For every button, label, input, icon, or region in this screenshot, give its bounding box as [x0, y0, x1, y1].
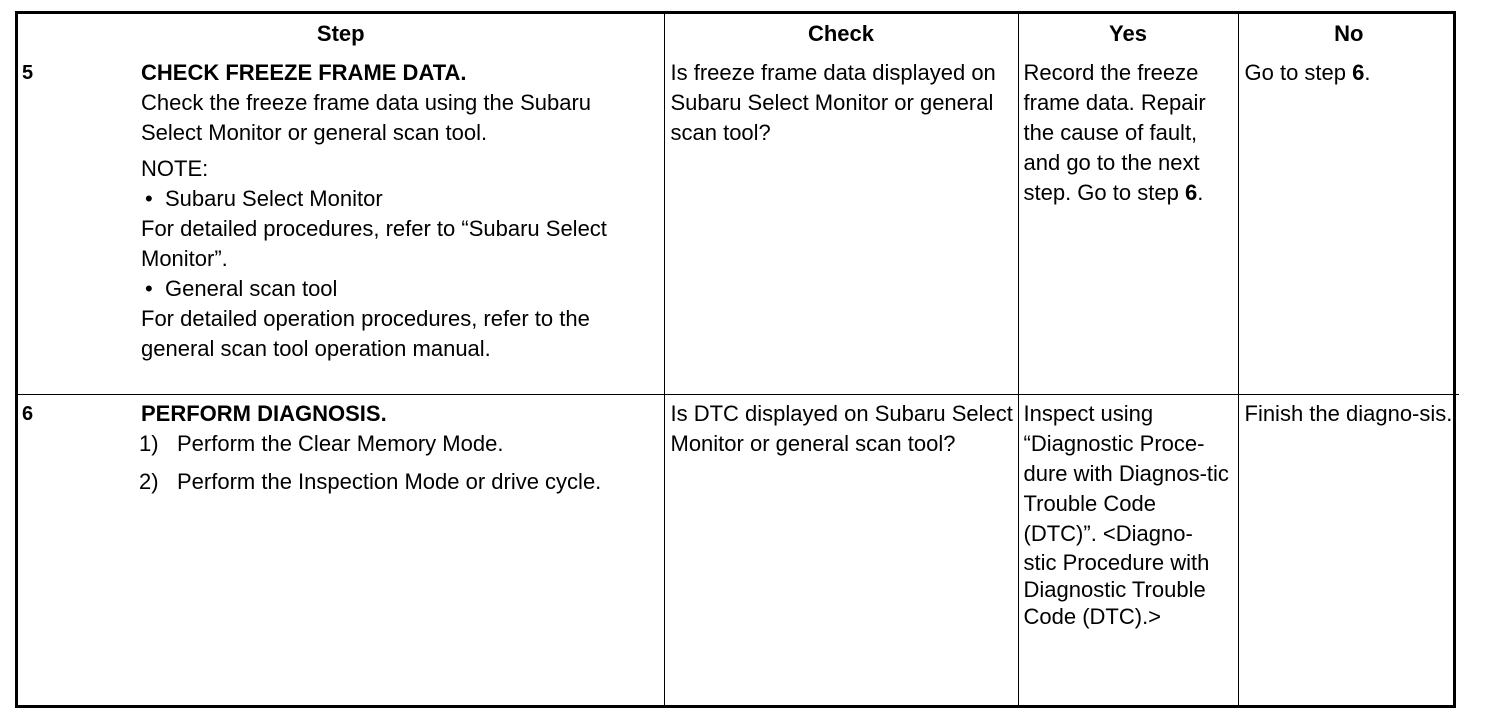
no-step-ref: 6 [1352, 60, 1365, 85]
yes-text-continued: stic Procedure with Diagnostic Trouble Code (DTC).> [1023, 550, 1210, 629]
yes-text [1019, 54, 1238, 208]
yes-step-ref: 6 [1184, 180, 1198, 205]
step-body [18, 54, 664, 364]
item-index: 2) [139, 469, 159, 494]
step-number: 6 [22, 403, 34, 425]
yes-text [1019, 395, 1238, 630]
yes-text-main: Inspect using “Diagnostic Proce-dure with Diagnos-tic Trouble Code (DTC)”. <Diagno- [1023, 401, 1229, 546]
step-body [18, 395, 664, 503]
header-step: Step [18, 14, 664, 54]
step-title: PERFORM DIAGNOSIS. [141, 401, 387, 426]
check-cell [664, 54, 1018, 395]
item-text: Perform the Clear Memory Mode. [177, 431, 504, 456]
check-text: Is freeze frame data displayed on Subaru Select Monitor or general scan tool? [670, 60, 996, 145]
bullet-dot-icon: • [145, 186, 153, 211]
no-text [1239, 54, 1460, 88]
no-text-end: . [1364, 60, 1371, 85]
diagnostic-table-frame [15, 11, 1456, 708]
bullet-text: Subaru Select Monitor [165, 186, 383, 211]
step-cell [18, 395, 664, 706]
no-text: Finish the diagno-sis. [1244, 401, 1453, 426]
header-no: No [1238, 14, 1459, 54]
check-text: Is DTC displayed on Subaru Select Monitor or general scan tool? [670, 401, 1013, 456]
step-number: 5 [22, 62, 34, 84]
yes-text-end: . [1197, 180, 1204, 205]
yes-text-main: Record the freeze frame data. Repair the cause of fault, and go to the next step. Go to step [1023, 60, 1206, 205]
bullet-text: General scan tool [165, 276, 338, 301]
numbered-item [139, 467, 660, 497]
cut-off-text-line [141, 497, 660, 503]
step-line: For detailed operation procedures, refer to the [141, 306, 590, 331]
no-text-main: Go to step [1244, 60, 1353, 85]
note-label: NOTE: [141, 156, 209, 181]
yes-cell [1018, 54, 1238, 395]
item-index: 1) [139, 431, 159, 456]
bullet-item [141, 184, 660, 214]
step-cell [18, 54, 664, 395]
no-cell [1238, 395, 1459, 706]
header-yes: Yes [1018, 14, 1238, 54]
step-line: Monitor”. [141, 246, 228, 271]
bullet-item [141, 274, 660, 304]
check-cell [664, 395, 1018, 706]
header-check: Check [664, 14, 1018, 54]
step-line: general scan tool operation manual. [141, 336, 491, 361]
bullet-dot-icon: • [145, 276, 153, 301]
no-cell [1238, 54, 1459, 395]
step-line: Select Monitor or general scan tool. [141, 120, 488, 145]
numbered-item [139, 429, 660, 459]
yes-cell [1018, 395, 1238, 706]
item-text: Perform the Inspection Mode or drive cycle. [177, 469, 602, 494]
step-line: For detailed procedures, refer to “Subaru Select [141, 216, 607, 241]
table-row [18, 395, 1459, 706]
table-header-row [18, 14, 1459, 54]
table-row [18, 54, 1459, 395]
diagnostic-table [18, 14, 1459, 705]
step-title: CHECK FREEZE FRAME DATA. [141, 60, 467, 85]
step-line: Check the freeze frame data using the Subaru [141, 90, 592, 115]
